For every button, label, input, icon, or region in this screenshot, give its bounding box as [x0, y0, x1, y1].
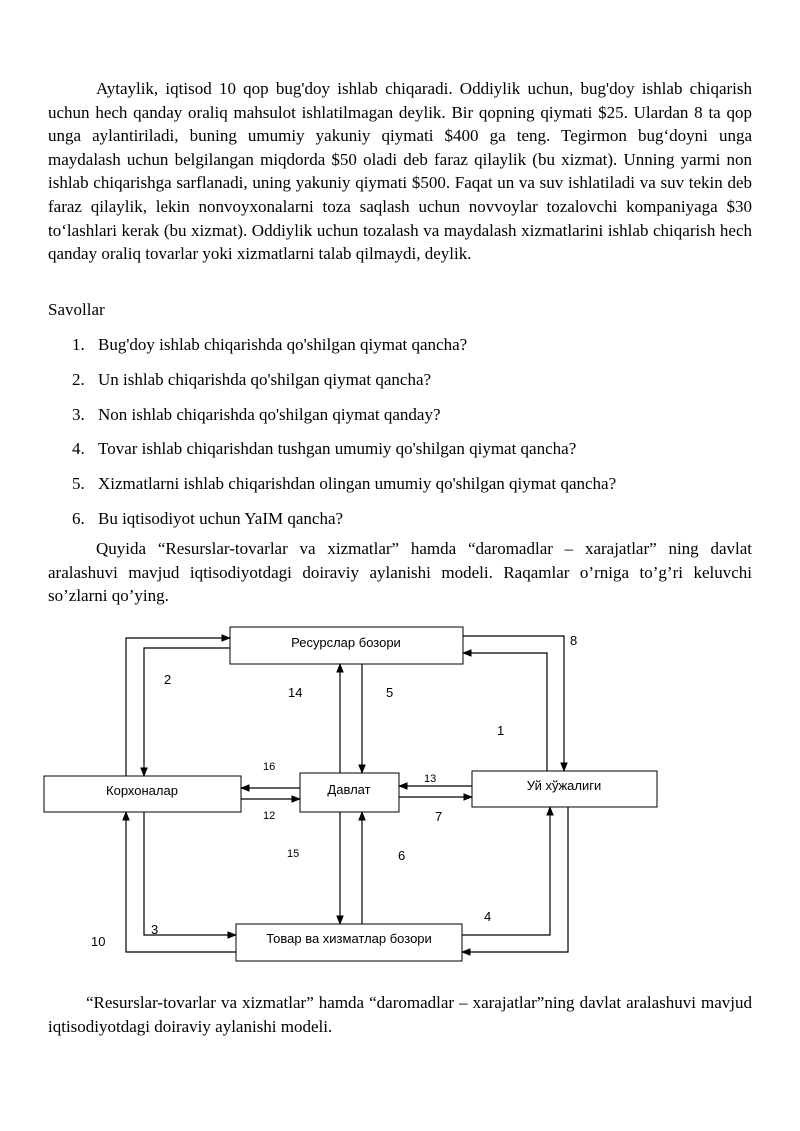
- flow-number-2: 2: [164, 672, 172, 687]
- flow-number-10: 10: [91, 934, 106, 949]
- flow-number-8: 8: [570, 633, 578, 648]
- arrow-goods-market-to-households: [462, 807, 550, 935]
- arrow-resource-market-to-households: [463, 636, 564, 771]
- flow-number-3: 3: [151, 922, 159, 937]
- questions-heading: Savollar: [48, 300, 105, 319]
- diagram-caption: “Resurslar-tovarlar va xizmatlar” hamda “daromadlar – xarajatlar”ning davlat aralashuvi mavjud iqtisodiyotdagi doiraviy aylanishi modeli.: [48, 993, 752, 1036]
- arrow-firms-to-goods-market: [144, 812, 236, 935]
- arrow-goods-market-to-firms: [126, 812, 236, 952]
- firms-label: Корхоналар: [106, 783, 178, 798]
- intro-paragraph: Aytaylik, iqtisod 10 qop bug'doy ishlab chiqaradi. Oddiylik uchun, bug'doy ishlab chiqarish uchun hech qanday oraliq mahsulot ishlatilmagan deylik. Bir qopning qiymati $25. Ulardan 8 ta qop unga aylantiriladi, buning umumiy yakuniy qiymati $400 ga teng. Tegirmon bug‘doyni unga maydalash uchun belgilangan miqdorda $50 oladi deb faraz qilaylik (bu xizmat). Unning yarmi non ishlab chiqarishga sarflanadi, uning yakuniy qiymati $500. Faqat un va suv ishlatiladi va suv tekin deb faraz qilaylik, lekin nonvoyxonalarni toza saqlash uchun novvoylar tozalovchi kompaniyaga $30 to‘lashlari kerak (bu xizmat). Oddiylik uchun tozalash va maydalash xizmatlarini ishlab chiqarish hech qanday oraliq tovarlar yoki xizmatlarni talab qilmaydi, deylik.: [48, 79, 752, 264]
- list-item: 5. Xizmatlarni ishlab chiqarishdan olingan umumiy qo'shilgan qiymat qancha?: [72, 474, 617, 494]
- list-item: 2. Un ishlab chiqarishda qo'shilgan qiymat qancha?: [72, 369, 432, 389]
- list-item: 4. Tovar ishlab chiqarishdan tushgan umumiy qo'shilgan qiymat qancha?: [72, 439, 577, 459]
- flow-number-13: 13: [424, 773, 437, 785]
- list-item: 6. Bu iqtisodiyot uchun YaIM qancha?: [72, 508, 344, 528]
- flow-number-7: 7: [435, 809, 443, 824]
- circular-flow-diagram: [0, 610, 800, 980]
- questions-list: [72, 333, 752, 542]
- government-label: Давлат: [327, 782, 371, 797]
- flow-number-16: 16: [263, 761, 276, 773]
- flow-number-5: 5: [386, 685, 394, 700]
- flow-number-4: 4: [484, 909, 492, 924]
- flow-number-14: 14: [288, 685, 303, 700]
- goods-market-label: Товар ва хизматлар бозори: [266, 931, 432, 946]
- flow-number-6: 6: [398, 848, 406, 863]
- list-item: 1. Bug'doy ishlab chiqarishda qo'shilgan qiymat qancha?: [72, 335, 468, 354]
- flow-number-1: 1: [497, 723, 505, 738]
- flow-number-15: 15: [287, 848, 300, 860]
- list-item: 3. Non ishlab chiqarishda qo'shilgan qiymat qanday?: [72, 404, 441, 424]
- arrow-households-to-resource-market: [463, 653, 547, 771]
- arrow-resource-market-to-firms: [144, 648, 230, 776]
- arrow-households-to-goods-market: [462, 807, 568, 952]
- resource-market-label: Ресурслар бозори: [291, 635, 401, 650]
- task-paragraph: Quyida “Resurslar-tovarlar va xizmatlar” hamda “daromadlar – xarajatlar” ning davlat aralashuvi mavjud iqtisodiyotdagi doiraviy aylanishi modeli. Raqamlar o’rniga to’g’ri keluvchi so’zlarni qo’ying.: [48, 539, 752, 606]
- arrow-firms-to-resource-market: [126, 638, 230, 776]
- flow-number-12: 12: [263, 810, 276, 822]
- households-label: Уй хўжалиги: [526, 778, 602, 793]
